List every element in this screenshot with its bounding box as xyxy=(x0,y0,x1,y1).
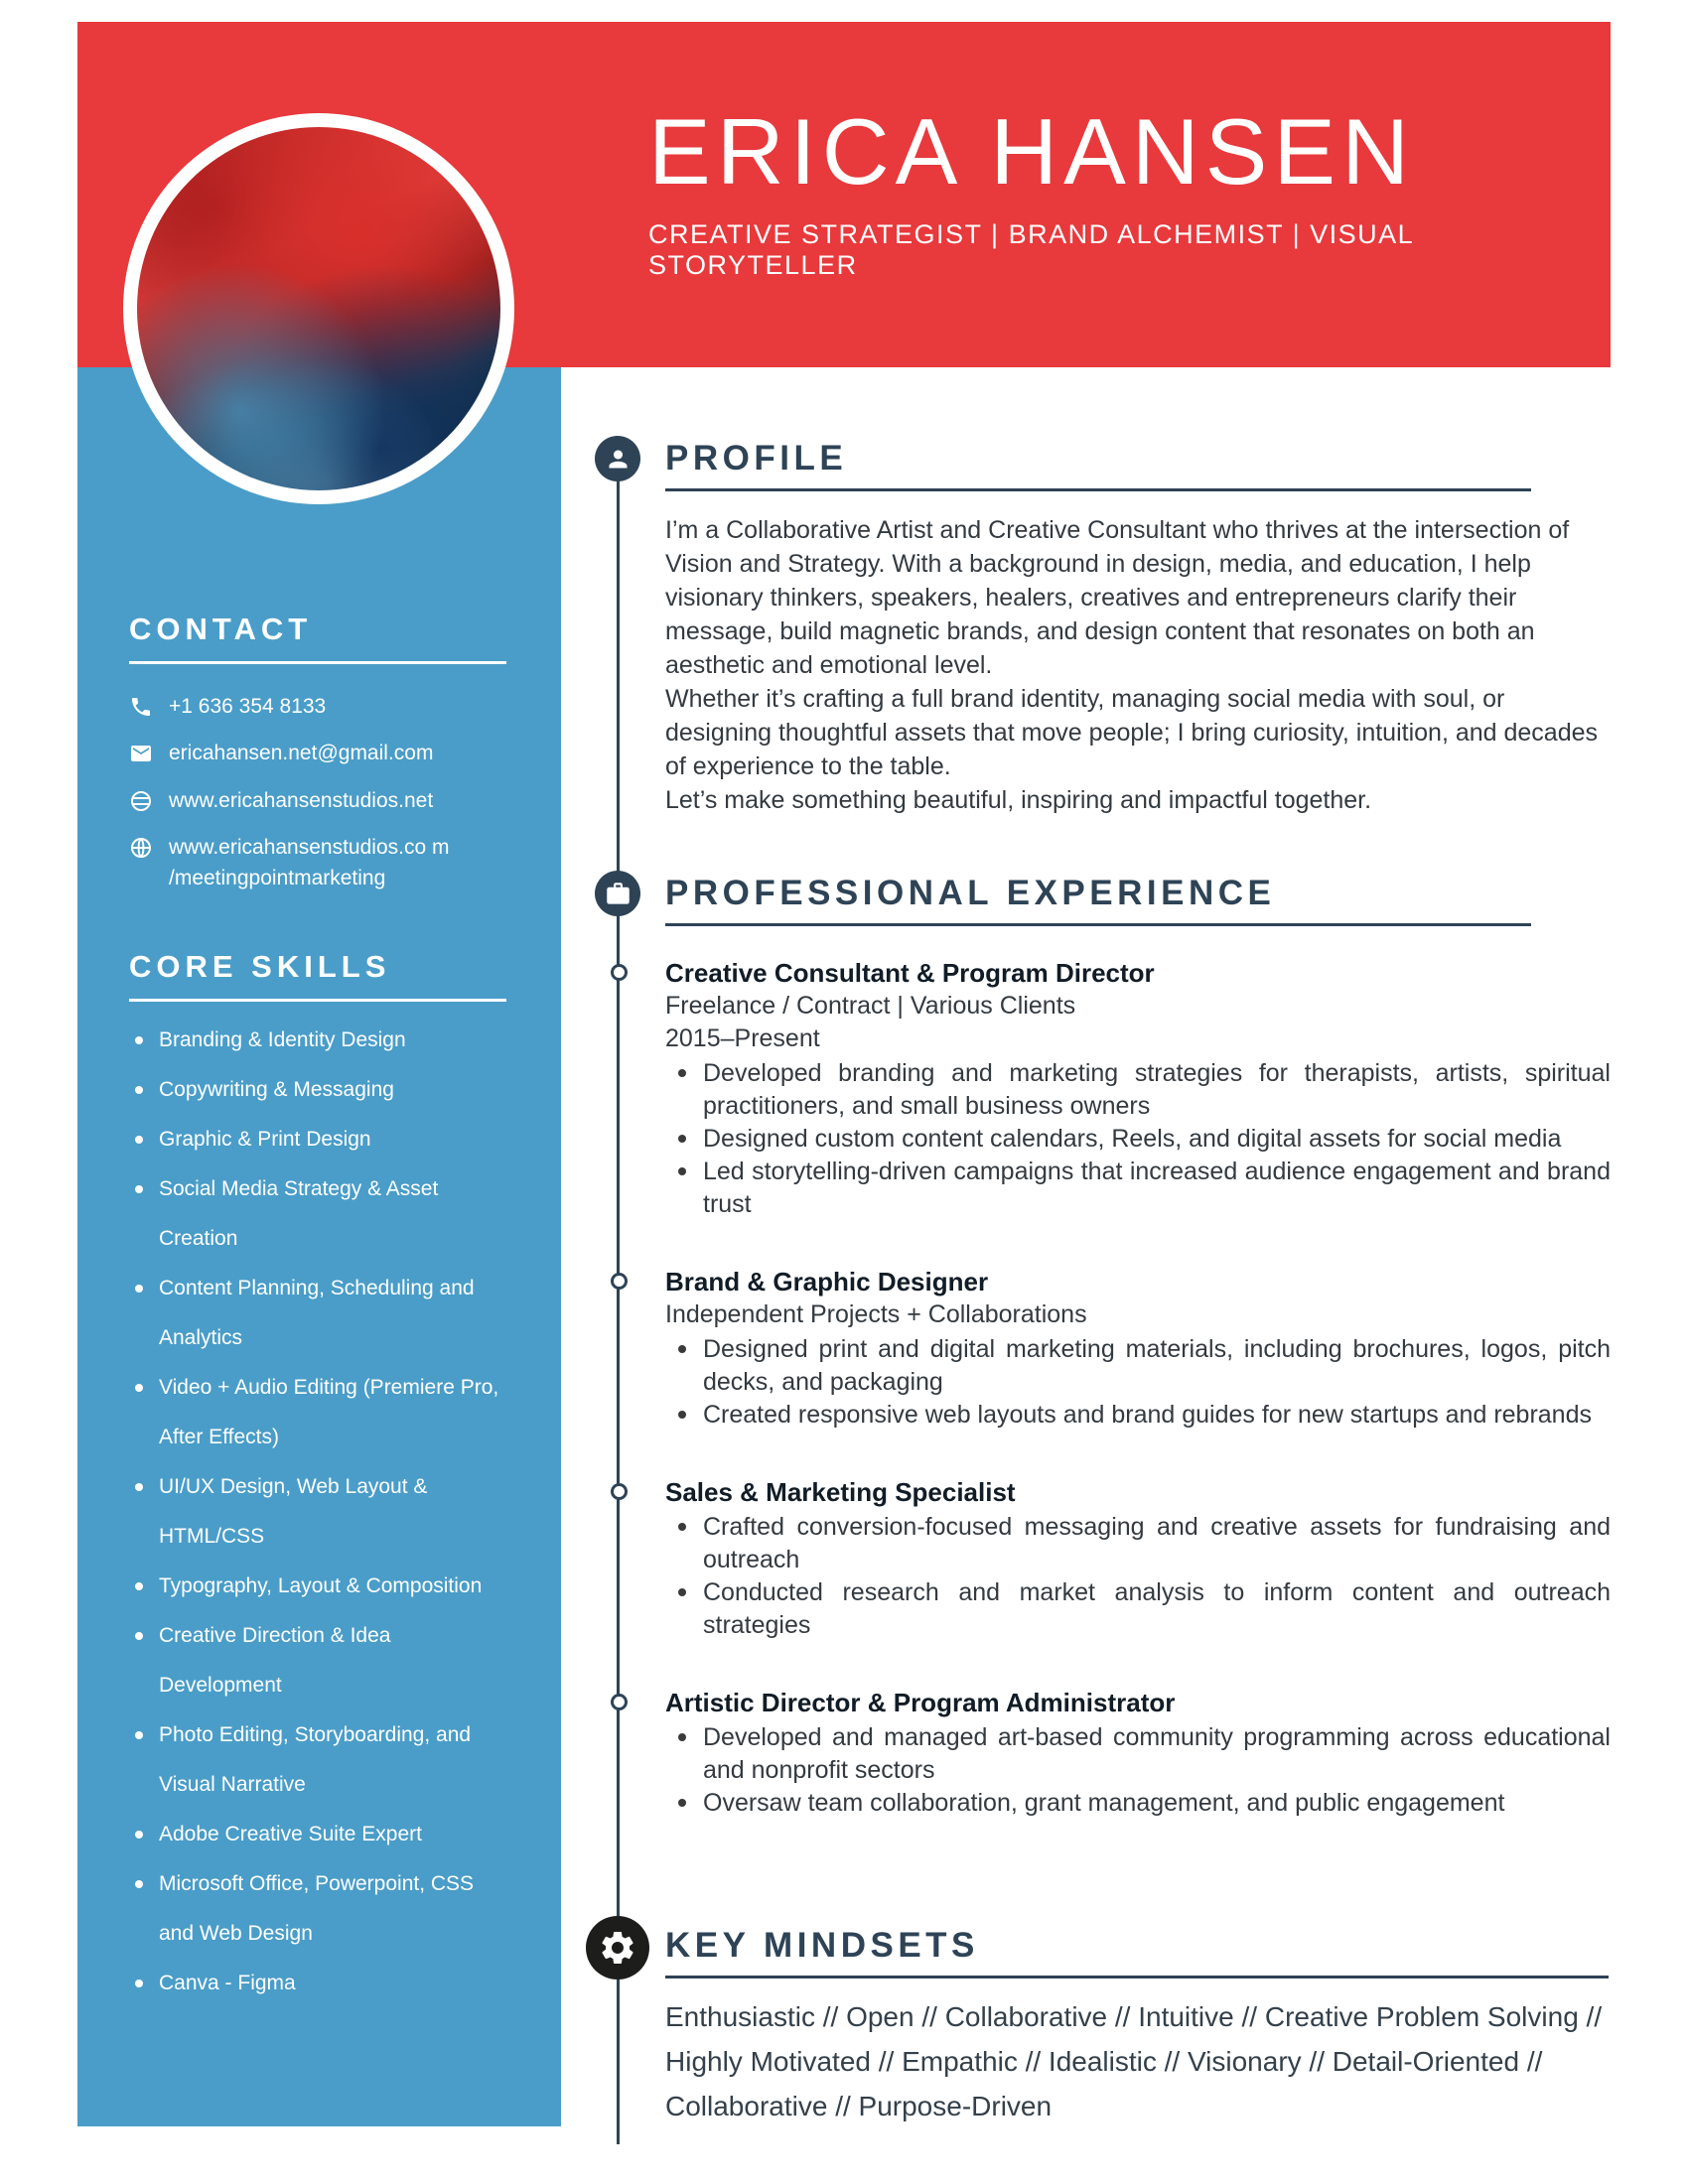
phone-icon xyxy=(129,695,153,719)
mindsets-title: KEY MINDSETS xyxy=(665,1926,979,1965)
experience-title: PROFESSIONAL EXPERIENCE xyxy=(665,874,1276,912)
job-bullet: Oversaw team collaboration, grant management, and public engagement xyxy=(665,1787,1611,1820)
profile-paragraph: Let’s make something beautiful, inspiring and impactful together. xyxy=(665,786,1372,814)
contact-list xyxy=(129,692,506,893)
person-tagline: CREATIVE STRATEGIST | BRAND ALCHEMIST | VISUAL STORYTELLER xyxy=(648,219,1414,281)
job-entry xyxy=(665,956,1611,1221)
mindsets-text: Enthusiastic // Open // Collaborative // Intuitive // Creative Problem Solving // Highly Motivated // Empathic // Idealistic // Visionary // Detail-Oriented // Collaborative // Purpose-Driven xyxy=(665,2001,1603,2121)
core-skills-title: CORE SKILLS xyxy=(129,949,391,985)
profile-title: PROFILE xyxy=(665,439,848,478)
skill-item: Typography, Layout & Composition xyxy=(129,1562,506,1611)
job-bullets xyxy=(665,1333,1611,1432)
contact-item-website-2 xyxy=(129,833,506,893)
jobs-list xyxy=(665,956,1611,1820)
skill-item: Content Planning, Scheduling and Analytics xyxy=(129,1264,506,1363)
experience-divider xyxy=(665,923,1531,926)
skills-list xyxy=(129,1016,506,2008)
skill-item: Creative Direction & Idea Development xyxy=(129,1611,506,1710)
job-bullet: Designed print and digital marketing materials, including brochures, logos, pitch decks, and packaging xyxy=(665,1333,1611,1399)
person-icon xyxy=(595,436,640,481)
globe-icon xyxy=(129,789,153,813)
job-bullet: Crafted conversion-focused messaging and creative assets for fundraising and outreach xyxy=(665,1511,1611,1576)
globe-grid-icon xyxy=(129,836,153,860)
job-bullet: Conducted research and market analysis to inform content and outreach strategies xyxy=(665,1576,1611,1642)
skill-item: Social Media Strategy & Asset Creation xyxy=(129,1164,506,1264)
job-bullets xyxy=(665,1511,1611,1642)
skill-item: Branding & Identity Design xyxy=(129,1016,506,1065)
contact-item-email xyxy=(129,739,506,768)
contact-divider xyxy=(129,661,506,664)
mindsets-section xyxy=(665,1926,1611,2128)
contact-title: CONTACT xyxy=(129,612,313,646)
skill-item: Video + Audio Editing (Premiere Pro, After Effects) xyxy=(129,1363,506,1462)
profile-paragraph: Whether it’s crafting a full brand identity, managing social media with soul, or designing thoughtful assets that move people; I bring curiosity, intuition, and decades of experience to the table. xyxy=(665,685,1599,780)
job-bullet: Led storytelling-driven campaigns that increased audience engagement and brand trust xyxy=(665,1156,1611,1221)
profile-divider xyxy=(665,488,1531,491)
job-title: Artistic Director & Program Administrator xyxy=(665,1688,1176,1717)
mindsets-divider xyxy=(665,1976,1609,1979)
contact-phone-text: +1 636 354 8133 xyxy=(169,695,327,718)
contact-item-phone xyxy=(129,692,506,722)
job-bullets xyxy=(665,1057,1611,1221)
job-bullets xyxy=(665,1721,1611,1820)
profile-section xyxy=(665,439,1611,817)
person-name: ERICA HANSEN xyxy=(648,99,1415,204)
contact-website2-text: www.ericahansenstudios.co m /meetingpointmarketing xyxy=(169,836,450,889)
job-bullet: Created responsive web layouts and brand guides for new startups and rebrands xyxy=(665,1399,1611,1432)
job-title: Creative Consultant & Program Director xyxy=(665,958,1155,988)
skill-item: Photo Editing, Storyboarding, and Visual Narrative xyxy=(129,1710,506,1810)
job-entry xyxy=(665,1265,1611,1432)
core-skills-divider xyxy=(129,999,506,1002)
contact-email-text: ericahansen.net@gmail.com xyxy=(169,742,434,765)
briefcase-icon xyxy=(595,871,640,916)
job-bullet: Developed branding and marketing strategies for therapists, artists, spiritual practitioners, and small business owners xyxy=(665,1057,1611,1123)
experience-section xyxy=(665,874,1611,1863)
timeline-line xyxy=(617,457,620,2144)
skill-item: Graphic & Print Design xyxy=(129,1115,506,1164)
gear-icon xyxy=(586,1916,649,1979)
profile-photo-art xyxy=(137,127,500,490)
sidebar xyxy=(77,367,561,2126)
job-company: Independent Projects + Collaborations xyxy=(665,1300,1087,1328)
profile-paragraph: I’m a Collaborative Artist and Creative Consultant who thrives at the intersection of Vision and Strategy. With a background in design, media, and education, I help visionary thinkers, speakers, healers, creatives and entrepreneurs clarify their message, build magnetic brands, and design content that resonates on both an aesthetic and emotional level. xyxy=(665,516,1570,679)
skill-item: Canva - Figma xyxy=(129,1959,506,2008)
email-icon xyxy=(129,742,153,765)
skill-item: Copywriting & Messaging xyxy=(129,1065,506,1115)
job-bullet: Designed custom content calendars, Reels, and digital assets for social media xyxy=(665,1123,1611,1156)
header-text xyxy=(648,99,1611,281)
skill-item: Microsoft Office, Powerpoint, CSS and Web Design xyxy=(129,1859,506,1959)
profile-photo xyxy=(123,113,514,504)
job-entry xyxy=(665,1686,1611,1820)
main-column xyxy=(561,367,1611,2184)
contact-website-text: www.ericahansenstudios.net xyxy=(169,788,434,812)
job-dates: 2015–Present xyxy=(665,1024,820,1052)
job-entry xyxy=(665,1475,1611,1642)
skill-item: Adobe Creative Suite Expert xyxy=(129,1810,506,1859)
skill-item: UI/UX Design, Web Layout & HTML/CSS xyxy=(129,1462,506,1562)
job-title: Sales & Marketing Specialist xyxy=(665,1477,1016,1507)
job-company: Freelance / Contract | Various Clients xyxy=(665,992,1076,1020)
job-bullet: Developed and managed art-based community programming across educational and nonprofit sectors xyxy=(665,1721,1611,1787)
profile-body xyxy=(665,513,1611,817)
job-title: Brand & Graphic Designer xyxy=(665,1267,989,1297)
contact-item-website xyxy=(129,786,506,816)
